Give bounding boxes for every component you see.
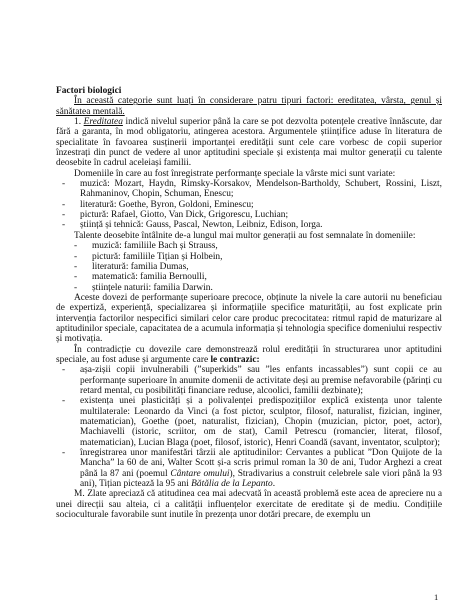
bullet-dash-icon: - — [74, 282, 78, 293]
list-item: - înregistrarea unor manifestări târzii ale aptitudinilor: Cervantes a publicat ”Don Quijote de la Mancha” la 60 de ani, Walter Scott și-a scris primul roman la 30 de ani, Tudor Arghezi a creat până la 87 ani (poemul Cântare omului), Stradivarius a construit celebrele sale viori până la 93 ani), Tițian pictează la 95 ani Bătălia de la Lepanto. — [62, 448, 442, 490]
document-body — [56, 86, 442, 520]
contradiction-paragraph: În contradicție cu dovezile care demonstrează rolul eredității în structurarea unor aptitudini speciale, au fost aduse și argumente care le contrazic: — [56, 344, 442, 365]
painting-title: Bătălia de la Lepanto — [191, 479, 273, 490]
poem-title: Cântare omului — [170, 468, 230, 479]
bullet-dash-icon: - — [62, 210, 66, 221]
list-item: - așa-zișii copii invulnerabili (”superkids” sau ”les enfants incassables”) sunt copii ce au performanțe superioare în anumite domenii de activitate deși au premise nefavorabile (părinți cu retard mental, cu posibilități financiare reduse, alcoolici, familii dezbinate); — [62, 365, 442, 396]
bullet-dash-icon: - — [62, 179, 66, 190]
heredity-number: 1. — [74, 117, 82, 128]
list-item: - literatură: familia Dumas, — [74, 261, 189, 272]
list-item: - matematică: familia Bernoulli, — [74, 272, 207, 283]
bullet-dash-icon: - — [74, 251, 78, 262]
intro-paragraph — [56, 96, 442, 117]
precocity-paragraph: Aceste dovezi de performanțe superioare precoce, obținute la nivele la care autorii nu beneficiau de expertiză, experiență, specializarea și informațiile specifice maturității, au fost explicate prin intervenția factorilor nespecifici similari celor care produc precocitatea: ritmul rapid de maturizare al aptitudinilor speciale, capacitatea de a acumula informația și tehnologia specifice domeniului respectiv și motivația. — [56, 292, 442, 345]
heredity-text: indică nivelul superior până la care se pot dezvolta potențele creative înnăscute, dar fără a garanta, în mod obligatoriu, atingerea acestora. Argumentele științifice aduse în literatura de specialitate în favoarea susținerii importanței eredității sunt cele care vorbesc de copii superior înzestrați din punct de vedere al unor aptitudini speciale și existența mai multor generații cu talente deosebite în cadrul aceleiași familii. — [56, 117, 442, 169]
list-item: - muzică: Mozart, Haydn, Rimsky-Korsakov, Mendelson-Bartholdy, Schubert, Rossini, Liszt, Rahmaninov, Chopin, Schuman, Enescu; — [62, 179, 442, 200]
heredity-term: Ereditatea — [83, 117, 123, 128]
intro-text: În această categorie sunt luați în considerare patru tipuri factori: ereditatea, vârsta, genul și sănătatea mentală. — [56, 96, 442, 117]
bullet-dash-icon: - — [62, 396, 66, 407]
list-item: - științele naturii: familia Darwin. — [74, 282, 213, 293]
bullet-dash-icon: - — [74, 261, 78, 272]
page-number: 1 — [434, 592, 439, 602]
bullet-dash-icon: - — [74, 241, 78, 252]
bullet-dash-icon: - — [62, 220, 66, 231]
list-item: - muzică: familiile Bach și Strauss, — [74, 241, 218, 252]
zlate-paragraph: M. Zlate apreciază că atitudinea cea mai adecvată în această problemă este acea de apreciere nu a unei direcții sau alteia, ci a calității influențelor exercitate de ereditate și de mediu. Condițiile socioculturale favorabile sunt inutile în prezența unor dotări precare, de exemplu un — [56, 489, 442, 521]
section-heading: Factori biologici — [56, 86, 122, 96]
list-item: - pictură: Rafael, Giotto, Van Dick, Grigorescu, Luchian; — [62, 210, 289, 221]
list-item: - știință și tehnică: Gauss, Pascal, Newton, Leibniz, Edison, Iorga. — [62, 220, 323, 231]
bullet-dash-icon: - — [74, 272, 78, 283]
list-item: - pictură: familiile Tițian și Holbein, — [74, 251, 223, 262]
families-intro: Talente deosebite întâlnite de-a lungul mai multor generații au fost semnalate în domeniile: — [74, 230, 416, 241]
heredity-paragraph — [56, 117, 442, 169]
contradiction-emphasis: le contrazic: — [210, 354, 260, 365]
bullet-dash-icon: - — [62, 365, 66, 376]
early-domains-intro: Domeniile în care au fost înregistrate performanțe speciale la vârste mici sunt variate: — [74, 168, 396, 179]
bullet-dash-icon: - — [62, 448, 66, 459]
bullet-dash-icon: - — [62, 199, 66, 210]
list-item: - existența unei plasticități și a polivalenței predispozițiilor explică existența unor talente multilaterale: Leonardo da Vinci (a fost pictor, sculptor, filosof, naturalist, fizician, inginer, matematician), Goethe (poet, naturalist, fizician), Chopin (muzician, pictor, poet, actor), Machiavelli (istoric, scriitor, om de stat), Camil Petrescu (romancier, literat, filosof, matematician), Lucian Blaga (poet, filosof, istoric), Henri Coandă (savant, inventator, sculptor); — [62, 396, 442, 448]
list-item: - literatură: Goethe, Byron, Goldoni, Eminescu; — [62, 199, 254, 210]
